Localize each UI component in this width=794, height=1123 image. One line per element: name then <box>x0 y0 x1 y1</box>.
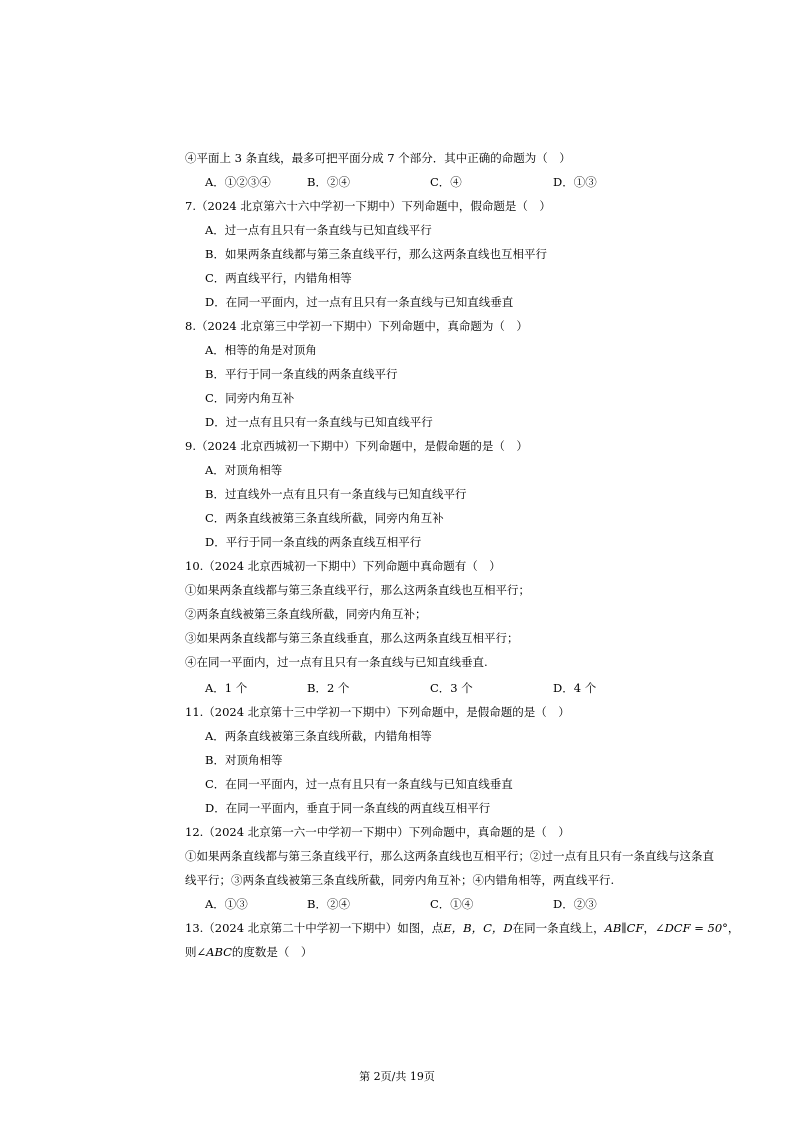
q9-option-d: D．平行于同一条直线的两条直线互相平行 <box>205 535 422 549</box>
q13-points: E，B，C，D <box>443 921 513 935</box>
option-b: B．②④ <box>307 175 350 189</box>
q13-target: ABC <box>206 945 232 959</box>
q9-option-a: A．对顶角相等 <box>205 463 283 477</box>
q11-option-b: B．对顶角相等 <box>205 753 283 767</box>
q9-option-b: B．过直线外一点有且只有一条直线与已知直线平行 <box>205 487 467 501</box>
q10-statement-4: ④在同一平面内，过一点有且只有一条直线与已知直线垂直. <box>185 655 488 669</box>
q7-option-c: C．两直线平行，内错角相等 <box>205 271 352 285</box>
question-11: 11.（2024 北京第十三中学初一下期中）下列命题中，是假命题的是（ ） <box>185 705 570 719</box>
option-c: C．④ <box>430 175 462 189</box>
q8-option-c: C．同旁内角互补 <box>205 391 295 405</box>
question-7: 7.（2024 北京第六十六中学初一下期中）下列命题中，假命题是（ ） <box>185 199 551 213</box>
question-10: 10.（2024 北京西城初一下期中）下列命题中真命题有（ ） <box>185 559 501 573</box>
q12-statements-line-2: 线平行；③两条直线被第三条直线所截，同旁内角互补；④内错角相等，两直线平行. <box>185 873 615 887</box>
option-a: A．①②③④ <box>205 175 271 189</box>
q8-option-b: B．平行于同一条直线的两条直线平行 <box>205 367 398 381</box>
question-8: 8.（2024 北京第三中学初一下期中）下列命题中，真命题为（ ） <box>185 319 528 333</box>
q13-middle: 在同一条直线上， <box>512 921 605 935</box>
question-12: 12.（2024 北京第一六一中学初一下期中）下列命题中，真命题的是（ ） <box>185 825 570 839</box>
q8-option-d: D．过一点有且只有一条直线与已知直线平行 <box>205 415 433 429</box>
q10-statement-2: ②两条直线被第三条直线所截，同旁内角互补； <box>185 607 427 621</box>
q7-option-b: B．如果两条直线都与第三条直线平行，那么这两条直线也互相平行 <box>205 247 547 261</box>
q12-option-c: C．①④ <box>430 897 474 911</box>
question-9: 9.（2024 北京西城初一下期中）下列命题中，是假命题的是（ ） <box>185 439 528 453</box>
q10-statement-1: ①如果两条直线都与第三条直线平行，那么这两条直线也互相平行； <box>185 583 530 597</box>
q12-option-b: B．②④ <box>307 897 350 911</box>
q11-option-d: D．在同一平面内，垂直于同一条直线的两直线互相平行 <box>205 801 491 815</box>
q7-option-d: D．在同一平面内，过一点有且只有一条直线与已知直线垂直 <box>205 295 514 309</box>
q10-option-a: A．1 个 <box>205 681 248 695</box>
q11-option-a: A．两条直线被第三条直线所截，内错角相等 <box>205 729 432 743</box>
q12-statements-line-1: ①如果两条直线都与第三条直线平行，那么这两条直线也互相平行；②过一点有且只有一条直线与这条直 <box>185 849 714 863</box>
page-number: 第 2页/共 19页 <box>359 1070 435 1083</box>
q10-option-b: B．2 个 <box>307 681 350 695</box>
q9-option-c: C．两条直线被第三条直线所截，同旁内角互补 <box>205 511 444 525</box>
q12-option-a: A．①③ <box>205 897 248 911</box>
q10-option-c: C．3 个 <box>430 681 473 695</box>
q11-option-c: C．在同一平面内，过一点有且只有一条直线与已知直线垂直 <box>205 777 513 791</box>
q13-target-prefix: 则∠ <box>185 945 207 959</box>
question-13: 13.（2024 北京第二十中学初一下期中）如图，点E，B，C，D在同一条直线上，AB∥CF，∠DCF = 50°， <box>185 921 740 935</box>
q13-angle: ∠DCF = 50° <box>654 921 728 935</box>
q7-option-a: A．过一点有且只有一条直线与已知直线平行 <box>205 223 432 237</box>
q13-parallel: AB∥CF <box>604 921 644 935</box>
q12-option-d: D．②③ <box>553 897 597 911</box>
question-13-line-2 <box>185 944 312 960</box>
statement-4: ④平面上 3 条直线，最多可把平面分成 7 个部分．其中正确的命题为（ ） <box>185 151 571 165</box>
option-d: D．①③ <box>553 175 597 189</box>
q13-suffix: 的度数是（ ） <box>231 945 313 959</box>
q10-option-d: D．4 个 <box>553 681 597 695</box>
q8-option-a: A．相等的角是对顶角 <box>205 343 317 357</box>
q13-prefix: 13.（2024 北京第二十中学初一下期中）如图，点 <box>185 921 444 935</box>
q10-statement-3: ③如果两条直线都与第三条直线垂直，那么这两条直线互相平行； <box>185 631 519 645</box>
